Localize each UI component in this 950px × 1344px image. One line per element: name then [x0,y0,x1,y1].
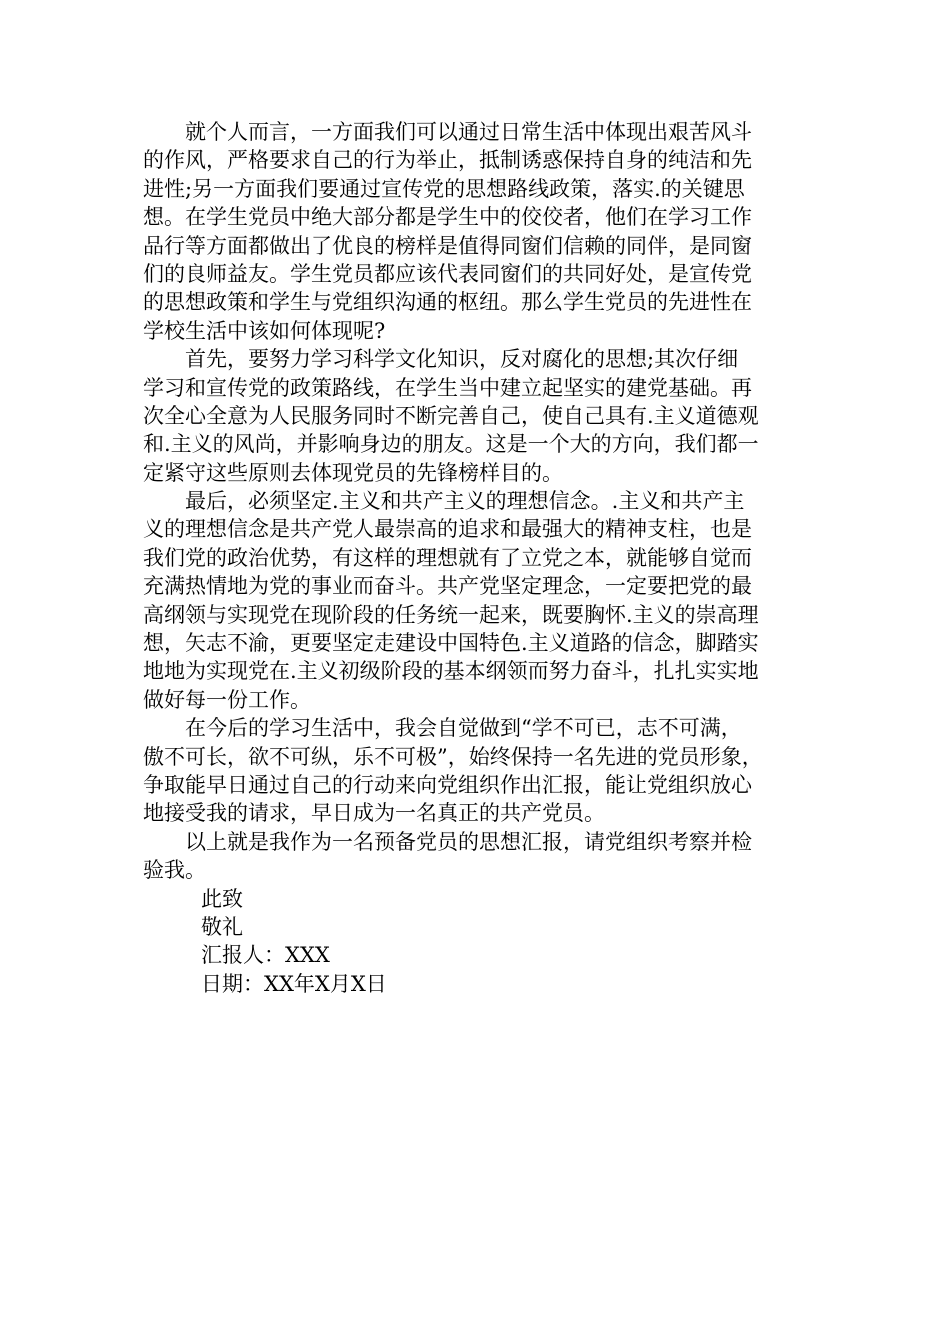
text-line: 充满热情地为党的事业而奋斗。共产党坚定理念，一定要把党的最 [143,574,752,599]
text-line: 首先，要努力学习科学文化知识，反对腐化的思想;其次仔细 [143,347,739,372]
text-line: 学习和宣传党的政策路线，在学生当中建立起坚实的建党基础。再 [143,375,752,400]
text-line: 们的良师益友。学生党员都应该代表同窗们的共同好处，是宣传党 [143,261,752,286]
text-line: 就个人而言，一方面我们可以通过日常生活中体现出艰苦风斗 [143,120,752,144]
respect-line: 敬礼 [201,914,243,939]
text-line: 以上就是我作为一名预备党员的思想汇报，请党组织考察并检 [143,829,752,854]
text-line: 进性;另一方面我们要通过宣传党的思想路线政策，落实.的关键思 [143,176,745,201]
text-line: 争取能早日通过自己的行动来向党组织作出汇报，能让党组织放心 [143,772,752,797]
text-line: 做好每一份工作。 [143,687,311,712]
text-line: 想，矢志不渝，更要坚定走建设中国特色.主义道路的信念，脚踏实 [143,631,759,656]
text-line: 品行等方面都做出了优良的榜样是值得同窗们信赖的同伴，是同窗 [143,233,752,258]
text-line: 定紧守这些原则去体现党员的先锋榜样目的。 [143,460,563,485]
text-line: 地接受我的请求，早日成为一名真正的共产党员。 [143,801,605,826]
reporter-line: 汇报人：XXX [201,943,330,968]
text-line: 学校生活中该如何体现呢? [143,318,386,343]
text-line: 次全心全意为人民服务同时不断完善自己，使自己具有.主义道德观 [143,403,759,428]
salutation: 此致 [201,886,243,911]
text-line: 的作风，严格要求自己的行为举止，抵制诱惑保持自身的纯洁和先 [143,148,752,173]
paragraph-5 [143,828,807,885]
paragraph-1 [143,118,807,345]
text-line: 傲不可长，欲不可纵，乐不可极”，始终保持一名先进的党员形象， [143,744,763,769]
text-line: 我们党的政治优势，有这样的理想就有了立党之本，就能够自觉而 [143,545,752,570]
document-body [143,118,807,998]
text-line: 和.主义的风尚，并影响身边的朋友。这是一个大的方向，我们都一 [143,432,759,457]
text-line: 义的理想信念是共产党人最崇高的追求和最强大的精神支柱，也是 [143,517,752,542]
text-line: 地地为实现党在.主义初级阶段的基本纲领而努力奋斗，扎扎实实地 [143,659,759,684]
text-line: 高纲领与实现党在现阶段的任务统一起来，既要胸怀.主义的崇高理 [143,602,759,627]
closing-block [143,885,807,999]
text-line: 验我。 [143,858,206,883]
text-line: 想。在学生党员中绝大部分都是学生中的佼佼者，他们在学习工作 [143,205,752,230]
paragraph-3 [143,487,807,714]
text-line: 在今后的学习生活中，我会自觉做到“学不可已，志不可满， [143,716,742,741]
date-line: 日期：XX年X月X日 [201,971,387,996]
paragraph-4 [143,714,807,828]
paragraph-2 [143,345,807,487]
text-line: 最后，必须坚定.主义和共产主义的理想信念。.主义和共产主 [143,489,745,514]
text-line: 的思想政策和学生与党组织沟通的枢纽。那么学生党员的先进性在 [143,290,752,315]
